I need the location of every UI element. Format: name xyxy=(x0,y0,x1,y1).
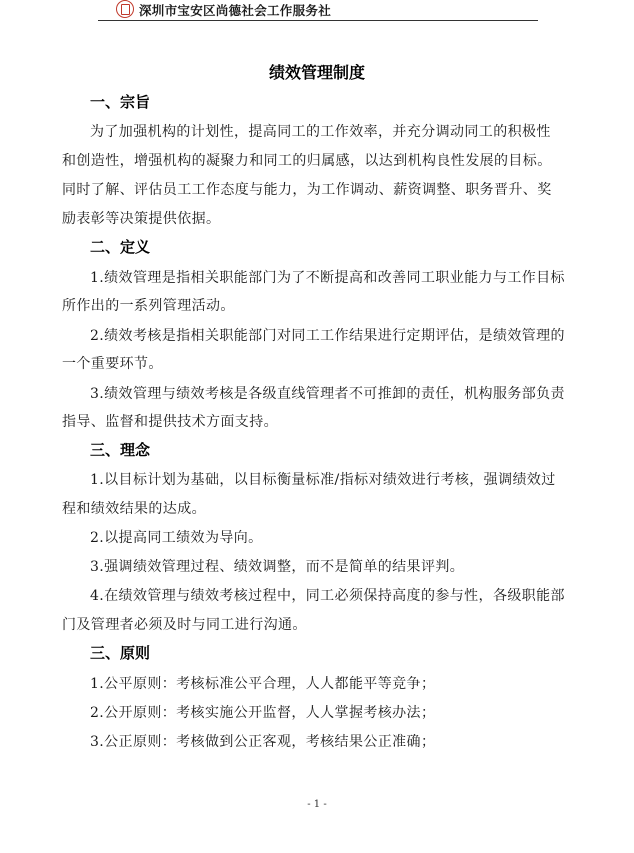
paragraph-line: 2.绩效考核是指相关职能部门对同工工作结果进行定期评估，是绩效管理的 xyxy=(90,328,565,344)
paragraph-line: 2.公开原则：考核实施公开监督，人人掌握考核办法； xyxy=(90,705,436,721)
paragraph-line: 同时了解、评估员工工作态度与能力，为工作调动、薪资调整、职务晋升、奖 xyxy=(62,182,552,198)
paragraph-line: 2.以提高同工绩效为导向。 xyxy=(90,530,263,546)
section-heading-philosophy: 三、理念 xyxy=(90,441,151,459)
paragraph-line: 和创造性，增强机构的凝聚力和同工的归属感，以达到机构良性发展的目标。 xyxy=(62,153,552,169)
paragraph-line: 为了加强机构的计划性，提高同工的工作效率，并充分调动同工的积极性 xyxy=(90,124,551,140)
paragraph-line: 3.强调绩效管理过程、绩效调整，而不是简单的结果评判。 xyxy=(90,559,465,575)
paragraph-line: 所作出的一系列管理活动。 xyxy=(62,298,235,314)
paragraph-line: 4.在绩效管理与绩效考核过程中，同工必须保持高度的参与性，各级职能部 xyxy=(90,588,565,604)
paragraph-line: 励表彰等决策提供依据。 xyxy=(62,211,221,227)
paragraph-line: 程和绩效结果的达成。 xyxy=(62,501,206,517)
paragraph-line: 1.绩效管理是指相关职能部门为了不断提高和改善同工职业能力与工作目标 xyxy=(90,270,565,286)
paragraph-line: 1.公平原则：考核标准公平合理，人人都能平等竞争； xyxy=(90,676,436,692)
section-heading-definition: 二、定义 xyxy=(90,238,151,256)
page-number: - 1 - xyxy=(307,799,327,810)
document-title: 绩效管理制度 xyxy=(268,63,365,82)
paragraph-line: 3.公正原则：考核做到公正客观，考核结果公正准确； xyxy=(90,734,436,750)
paragraph-line: 指导、监督和提供技术方面支持。 xyxy=(62,414,278,430)
paragraph-line: 1.以目标计划为基础，以目标衡量标准/指标对绩效进行考核，强调绩效过 xyxy=(90,472,556,488)
paragraph-line: 一个重要环节。 xyxy=(62,356,163,372)
section-heading-principles: 三、原则 xyxy=(90,644,151,662)
organization-name: 深圳市宝安区尚德社会工作服务社 xyxy=(139,3,332,18)
section-heading-purpose: 一、宗旨 xyxy=(90,93,151,111)
paragraph-line: 3.绩效管理与绩效考核是各级直线管理者不可推卸的责任，机构服务部负责 xyxy=(90,386,565,402)
paragraph-line: 门及管理者必须及时与同工进行沟通。 xyxy=(62,617,307,633)
organization-logo-icon xyxy=(116,0,134,18)
